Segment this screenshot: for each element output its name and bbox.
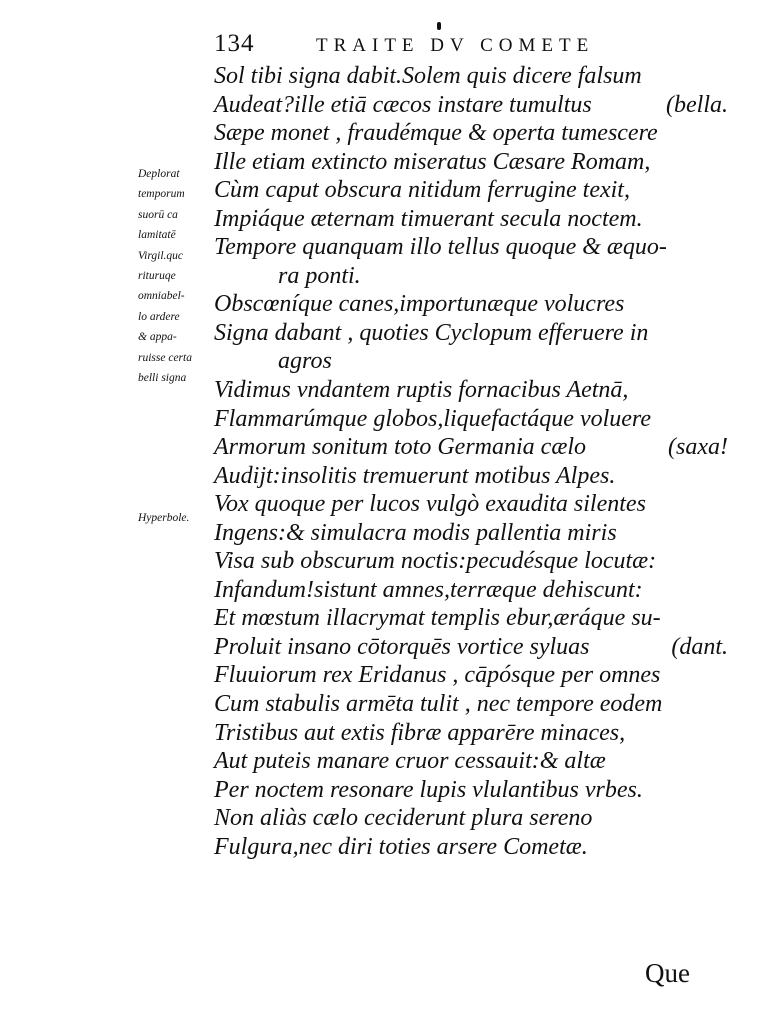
verse-line: [214, 319, 714, 348]
marginal-note-line: belli signa: [138, 372, 187, 385]
marginal-note-line: lo ardere: [138, 310, 180, 323]
marginal-note-line: & appa-: [138, 331, 177, 344]
marginal-note-line: Deplorat: [138, 168, 180, 180]
verse-line-text: Ingens:& simulacra modis pallentia miris: [214, 519, 617, 546]
marginal-note-line: omniabel-: [138, 290, 185, 303]
verse-line-text: Impiáque æternam timuerant secula noctem.: [214, 205, 643, 232]
verse-line-text: Fulgura,nec diri toties arsere Cometæ.: [214, 833, 588, 860]
verse-line: [214, 405, 714, 434]
verse-turnover: (dant.: [671, 633, 728, 660]
verse-line-text: Per noctem resonare lupis vlulantibus vrbes.: [214, 776, 643, 803]
verse-line-text: Ille etiam extincto miseratus Cæsare Romam,: [214, 148, 651, 175]
verse-line: [214, 290, 714, 319]
running-head: [214, 30, 654, 64]
verse-line-text: Armorum sonitum toto Germania cælo: [214, 434, 586, 461]
verse-line-text: Sæpe monet , fraudémque & operta tumescere: [214, 120, 658, 147]
verse-line: [214, 833, 714, 862]
verse-line: [214, 661, 714, 690]
page-header-title: TRAITE DV COMETE: [316, 35, 595, 56]
verse-line-text: Flammarúmque globos,liquefactáque voluere: [214, 405, 652, 432]
verse-line: [214, 119, 714, 148]
marginal-note-hyperbole: Hyperbole.: [138, 512, 190, 524]
verse-line: [214, 347, 714, 376]
verse-line: [214, 690, 714, 719]
verse-line: [214, 91, 728, 120]
verse-line: [214, 205, 714, 234]
marginal-note-line: lamitatē: [138, 229, 176, 242]
verse-line-text: Tristibus aut extis fibræ apparēre minaces,: [214, 719, 626, 746]
verse-line-text: Cum stabulis armēta tulit , nec tempore eodem: [214, 691, 663, 718]
verse-line: [214, 633, 728, 662]
verse-line: [214, 376, 714, 405]
verse-line-text: Obscœníque canes,importunæque volucres: [214, 291, 625, 318]
verse-turnover: (bella.: [666, 91, 728, 118]
verse-block: [214, 62, 728, 861]
verse-line-text: Audijt:insolitis tremuerunt motibus Alpes.: [214, 462, 616, 489]
catchword: Que: [645, 958, 690, 988]
marginal-note-line: temporum: [138, 188, 185, 201]
verse-line-text: Vidimus vndantem ruptis fornacibus Aetnā,: [214, 377, 629, 404]
verse-line: [214, 62, 714, 91]
printer-ornament: [437, 22, 441, 30]
verse-line-text: Vox quoque per lucos vulgò exaudita silentes: [214, 491, 646, 518]
verse-line: [214, 176, 714, 205]
verse-line: [214, 604, 714, 633]
verse-line: [214, 519, 714, 548]
verse-line-text: Visa sub obscurum noctis:pecudésque locutæ:: [214, 548, 657, 575]
verse-line: [214, 719, 714, 748]
marginal-note-line: Virgil.quc: [138, 249, 184, 262]
page-number: 134: [214, 30, 255, 57]
verse-line: [214, 576, 714, 605]
verse-line-text: Fluuiorum rex Eridanus , cāpósque per omnes: [214, 662, 661, 689]
verse-line: [214, 547, 714, 576]
verse-line-text: Infandum!sistunt amnes,terræque dehiscunt:: [214, 576, 643, 603]
verse-line-text: Cùm caput obscura nitidum ferrugine texit,: [214, 177, 630, 204]
marginal-note-line: suorū ca: [138, 208, 178, 221]
verse-line-text: Signa dabant , quoties Cyclopum efferuere in: [214, 319, 649, 346]
verse-line: [214, 148, 714, 177]
verse-line-text: Non aliàs cælo ceciderunt plura sereno: [214, 805, 593, 832]
marginal-note-line: rituruqe: [138, 270, 176, 283]
verse-line-text: Proluit insano cōtorquēs vortice syluas: [214, 633, 590, 660]
verse-line: [214, 776, 714, 805]
marginal-note-deplorat: [138, 164, 218, 388]
verse-line-text: Audeat?ille etiā cæcos instare tumultus: [214, 91, 592, 118]
verse-line-text: Aut puteis manare cruor cessauit:& altæ: [214, 748, 606, 775]
verse-line: [214, 747, 714, 776]
marginal-note-line: ruisse certa: [138, 351, 192, 364]
verse-line-text: Tempore quanquam illo tellus quoque & æquo-: [214, 234, 667, 261]
verse-line: [214, 233, 714, 262]
verse-line: [214, 433, 728, 462]
verse-line-text: ra ponti.: [278, 262, 361, 289]
verse-line: [214, 262, 714, 291]
verse-line-text: Sol tibi signa dabit.Solem quis dicere falsum: [214, 63, 642, 89]
verse-line-text: Et mœstum illacrymat templis ebur,æráque su-: [214, 605, 661, 632]
verse-turnover: (saxa!: [668, 434, 728, 461]
verse-line: [214, 462, 714, 491]
verse-line: [214, 804, 714, 833]
verse-line-text: agros: [278, 348, 332, 375]
verse-line: [214, 490, 714, 519]
